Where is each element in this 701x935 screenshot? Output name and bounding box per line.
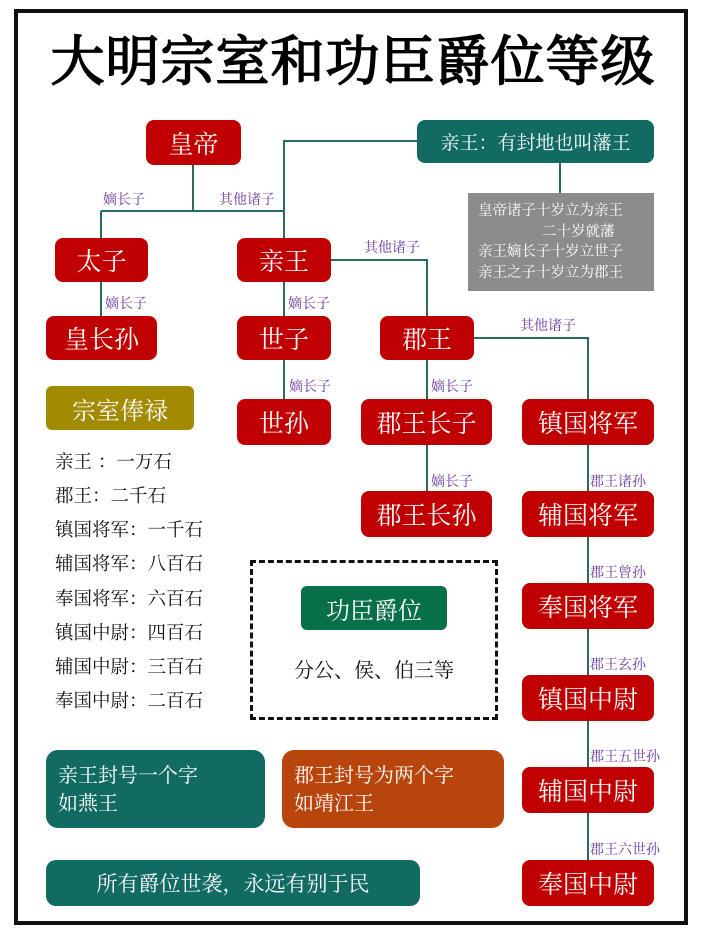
fuguo-lieutenant-node: 辅国中尉 (522, 767, 654, 813)
stipend-item: 奉国将军：六百石 (55, 589, 204, 610)
cp-eldest-son-node: 郡王长子 (361, 399, 492, 445)
edge-label: 嫡长子 (431, 474, 473, 490)
rules-note-line: 皇帝诸子十岁立为亲王 (478, 203, 623, 219)
edge-label: 嫡长子 (431, 379, 473, 395)
emperor-node: 皇帝 (146, 120, 241, 165)
note-line: 如靖江王 (294, 791, 374, 815)
meritorious-text: 分公、侯、伯三等 (294, 658, 454, 682)
meritorious-box (250, 560, 498, 720)
stipend-item: 亲王 ：一万石 (55, 452, 172, 473)
cp-eldest-grandson-node: 郡王长孙 (361, 491, 492, 537)
zhenguo-general-node: 镇国将军 (522, 399, 654, 445)
edge-label: 郡王曾孙 (590, 565, 646, 581)
fuguo-general-node: 辅国将军 (522, 491, 654, 537)
commandery-prince-node: 郡王 (380, 316, 474, 360)
imperial-grandson-node: 皇长孙 (46, 316, 157, 360)
edge-label: 郡王诸孙 (590, 474, 646, 490)
edge-label: 嫡长子 (289, 379, 331, 395)
stipend-heading: 宗室俸禄 (46, 386, 194, 430)
fengguo-general-node: 奉国将军 (522, 583, 654, 629)
meritorious-heading: 功臣爵位 (301, 586, 447, 630)
stipend-item: 镇国将军：一千石 (55, 520, 204, 541)
edge-label: 郡王玄孙 (590, 657, 646, 673)
stipend-item: 辅国将军：八百石 (55, 554, 204, 575)
prince-fief-note: 亲王：有封地也叫藩王 (417, 120, 654, 163)
stipend-item: 辅国中尉：三百石 (55, 657, 204, 678)
cp-title-note (282, 750, 504, 828)
prince-title-note (46, 750, 265, 828)
hereditary-note: 所有爵位世袭，永远有别于民 (46, 860, 420, 906)
rules-note-box (468, 193, 654, 291)
page-title: 大明宗室和功臣爵位等级 (50, 29, 656, 93)
edge-label: 嫡长子 (103, 192, 145, 208)
edge-label: 其他诸子 (219, 192, 275, 208)
edge-label: 郡王六世孙 (590, 842, 660, 858)
stipend-item: 郡王：二千石 (55, 486, 167, 507)
note-line: 如燕王 (58, 791, 118, 815)
zhenguo-lieutenant-node: 镇国中尉 (522, 675, 654, 721)
rules-note-line: 亲王之子十岁立为郡王 (478, 264, 623, 281)
heir-node: 世子 (237, 316, 331, 360)
note-line: 郡王封号为两个字 (294, 763, 454, 787)
stipend-item: 镇国中尉：四百石 (55, 623, 204, 644)
edge-label: 其他诸子 (520, 318, 576, 334)
crown-prince-node: 太子 (55, 238, 148, 282)
edge-label: 其他诸子 (364, 240, 420, 256)
fengguo-lieutenant-node: 奉国中尉 (522, 860, 654, 906)
edge-label: 嫡长子 (105, 296, 147, 312)
note-line: 亲王封号一个字 (58, 763, 198, 787)
stipend-item: 奉国中尉：二百石 (55, 691, 204, 712)
edge-label: 郡王五世孙 (590, 749, 660, 765)
prince-node: 亲王 (237, 238, 331, 282)
edge-label: 嫡长子 (288, 296, 330, 312)
rules-note-line: 二十岁就藩 (542, 223, 615, 240)
rules-note-line: 亲王嫡长子十岁立世子 (478, 244, 623, 260)
heir-grandson-node: 世孙 (237, 399, 331, 445)
